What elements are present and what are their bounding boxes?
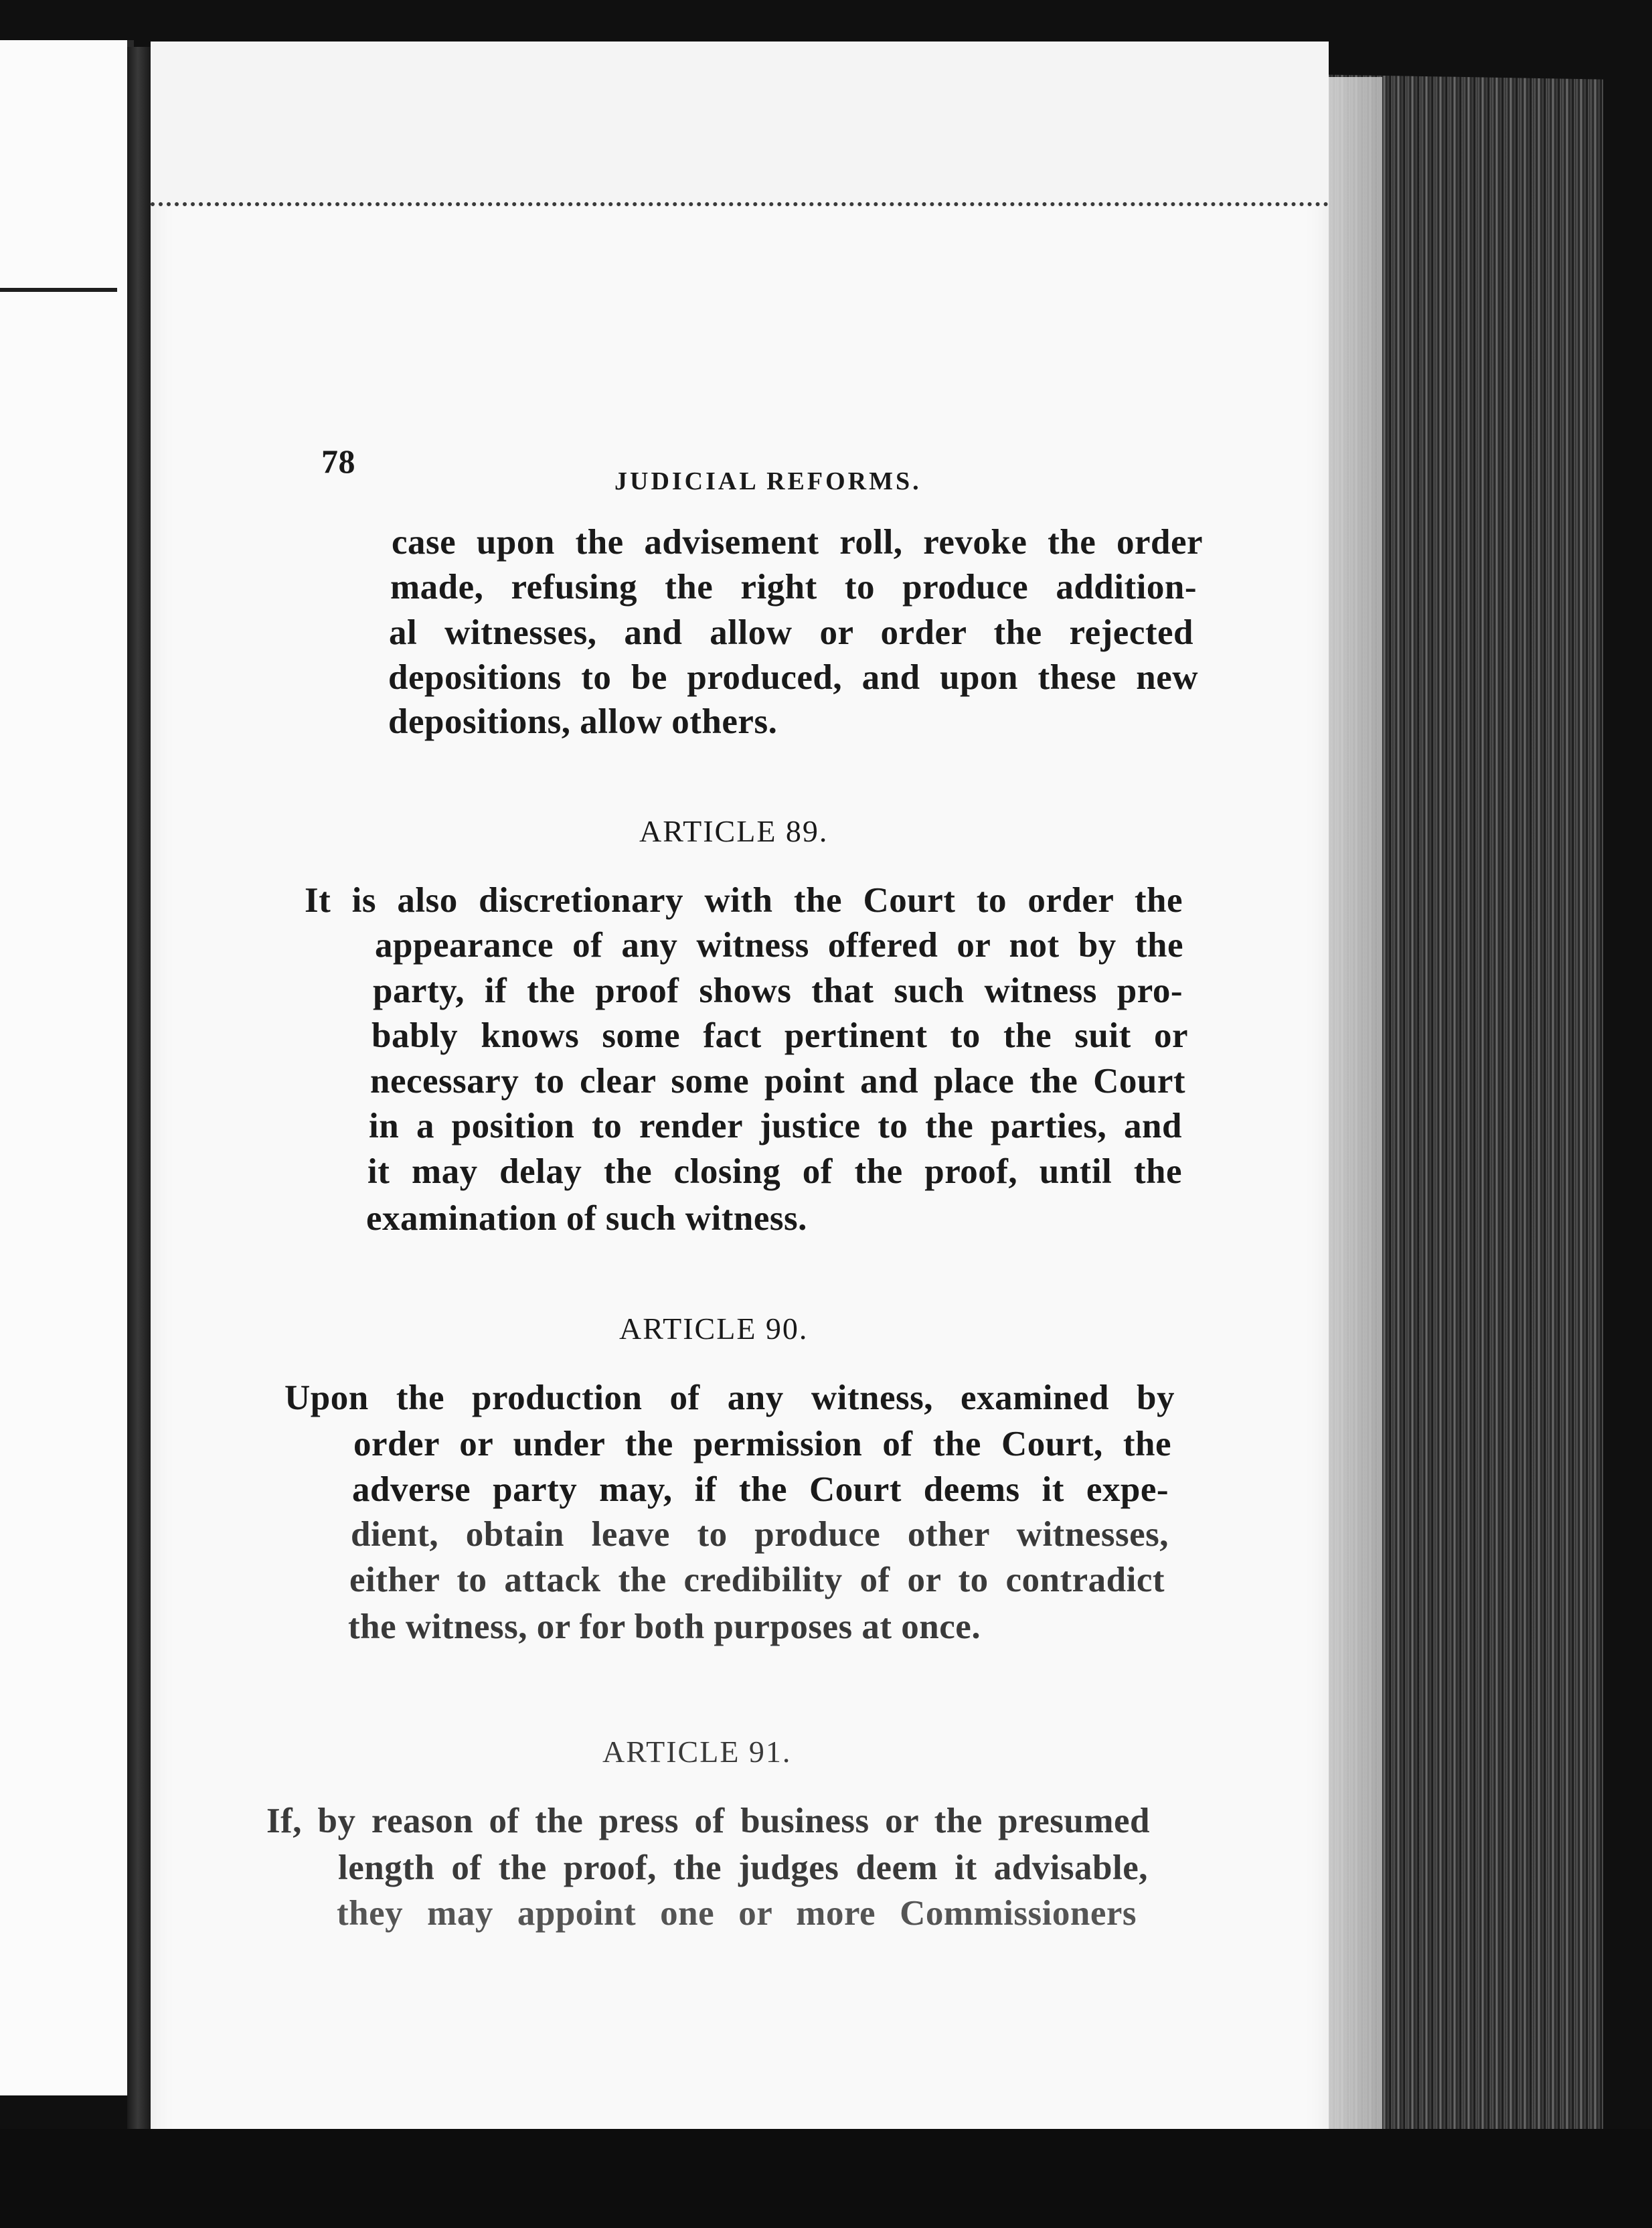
paragraph-line: dient, obtain leave to produce other witnesses,: [351, 1515, 1169, 1554]
paragraph-line: necessary to clear some point and place the Court: [370, 1062, 1185, 1101]
page-fore-edge-highlight: [1322, 77, 1382, 2196]
paragraph-line: examination of such witness.: [366, 1199, 807, 1238]
paragraph-line: they may appoint one or more Commissioners: [337, 1894, 1137, 1933]
paragraph-line: in a position to render justice to the parties, and: [369, 1107, 1182, 1145]
book-gutter: [127, 47, 154, 2189]
paragraph-line: adverse party may, if the Court deems it expe-: [352, 1470, 1169, 1509]
left-page-shadow: [0, 288, 117, 292]
left-page-edge: [0, 40, 134, 2095]
paragraph-line: al witnesses, and allow or order the rejected: [389, 613, 1193, 652]
paragraph-line: either to attack the credibility of or to contradict: [349, 1561, 1165, 1599]
page-number: 78: [321, 443, 355, 480]
paragraph-line: If, by reason of the press of business or the presumed: [266, 1802, 1150, 1840]
paragraph-line: order or under the permission of the Court, the: [353, 1425, 1171, 1463]
paragraph-line: bably knows some fact pertinent to the suit or: [371, 1016, 1188, 1055]
article-91-heading: ARTICLE 91.: [602, 1735, 792, 1769]
paragraph-line: the witness, or for both purposes at once.: [348, 1607, 981, 1646]
bottom-band: [0, 2129, 1652, 2228]
running-head: JUDICIAL REFORMS.: [614, 467, 922, 495]
paragraph-line: it may delay the closing of the proof, until the: [367, 1152, 1182, 1191]
paragraph-line: Upon the production of any witness, examined by: [284, 1378, 1175, 1417]
page-top-band: [151, 42, 1329, 206]
paragraph-line: party, if the proof shows that such witness pro-: [373, 971, 1183, 1010]
paragraph-line: depositions to be produced, and upon these new: [388, 658, 1198, 697]
paragraph-line: It is also discretionary with the Court to order the: [305, 881, 1183, 920]
paragraph-line: length of the proof, the judges deem it advisable,: [338, 1848, 1148, 1887]
paragraph-line: appearance of any witness offered or not by the: [375, 926, 1183, 965]
article-90-heading: ARTICLE 90.: [619, 1311, 809, 1346]
paragraph-line: depositions, allow others.: [388, 702, 778, 741]
article-89-heading: ARTICLE 89.: [639, 814, 829, 848]
paragraph-line: made, refusing the right to produce addition-: [390, 568, 1197, 607]
paragraph-line: case upon the advisement roll, revoke the order: [392, 523, 1203, 562]
